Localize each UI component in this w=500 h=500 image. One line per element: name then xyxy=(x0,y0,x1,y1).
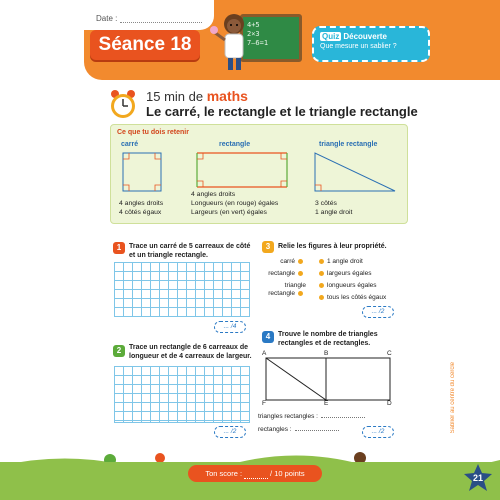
quiz-question: Que mesure un sablier ? xyxy=(320,43,397,50)
summary-box xyxy=(110,124,408,224)
match-dot[interactable] xyxy=(319,283,324,288)
total-score-box[interactable] xyxy=(188,465,322,482)
side-note: Sablier au centre du cercle xyxy=(450,362,456,434)
exercise-3-instructions: Relie les figures à leur propriété. xyxy=(278,243,387,250)
chalkboard-math: 4+5 2×3 7–6=1 xyxy=(247,21,269,47)
match-right-3[interactable]: longueurs égales xyxy=(316,282,416,294)
exercise-1-line-1: Trace un carré de 5 carreaux de côté xyxy=(129,243,251,250)
shapes-figure xyxy=(119,151,409,195)
point-c: C xyxy=(387,350,392,357)
point-d: D xyxy=(387,400,392,407)
exercise-4-line-1: Trouve le nombre de triangles xyxy=(278,331,378,338)
date-dots xyxy=(120,22,202,23)
score-label: Ton score : xyxy=(205,469,243,478)
duration-label xyxy=(146,88,248,104)
match-dot[interactable] xyxy=(319,295,324,300)
square-properties xyxy=(119,199,163,217)
lesson-title: Le carré, le rectangle et le triangle rectangle xyxy=(146,104,418,119)
point-f: F xyxy=(262,400,266,407)
square-prop-1: 4 angles droits xyxy=(119,200,164,207)
match-right-2[interactable]: largeurs égales xyxy=(316,270,416,282)
exercise-4-instructions xyxy=(278,330,378,348)
point-e: E xyxy=(324,400,329,407)
rectangle-properties xyxy=(191,190,278,217)
exercise-2-line-1: Trace un rectangle de 6 carreaux de xyxy=(129,344,249,351)
exercise-1-instructions xyxy=(129,242,250,260)
exercise-4-figure xyxy=(262,350,396,408)
exercise-1-score[interactable]: ... /4 xyxy=(214,321,246,333)
match-dot[interactable] xyxy=(319,259,324,264)
score-total: / 10 points xyxy=(270,469,305,478)
match-dot[interactable] xyxy=(298,271,303,276)
match-left-rectangle[interactable]: rectangle xyxy=(262,270,306,282)
match-dot[interactable] xyxy=(319,271,324,276)
triangle-prop-2: 1 angle droit xyxy=(315,209,353,216)
point-a: A xyxy=(262,350,267,357)
alarm-clock-icon xyxy=(108,88,138,120)
rectangle-prop-1: 4 angles droits xyxy=(191,191,236,198)
match-right-4[interactable]: tous les côtés égaux xyxy=(316,294,416,306)
point-b: B xyxy=(324,350,329,357)
match-dot[interactable] xyxy=(298,259,303,264)
exercise-2-instructions xyxy=(129,343,252,361)
exercise-1-number: 1 xyxy=(113,242,125,254)
score-blank xyxy=(244,470,268,479)
right-triangle-shape xyxy=(315,153,395,191)
exercise-3-number: 3 xyxy=(262,241,274,253)
date-label: Date : xyxy=(96,14,118,23)
match-dot[interactable] xyxy=(298,291,303,296)
exercise-4-score[interactable]: ... /2 xyxy=(362,426,394,438)
match-left-right-triangle[interactable]: triangle rectangle xyxy=(268,282,306,297)
exercise-3-score[interactable]: ... /2 xyxy=(362,306,394,318)
rectangle-heading: rectangle xyxy=(219,141,251,148)
rectangle-prop-2: Longueurs (en rouge) égales xyxy=(191,200,279,207)
rectangle-prop-3: Largeurs (en vert) égales xyxy=(191,209,267,216)
page-number: 21 xyxy=(472,473,483,483)
duration-text: 15 min de xyxy=(146,89,204,104)
quiz-box xyxy=(312,26,430,62)
answer-rectangles[interactable]: rectangles : xyxy=(258,426,339,433)
match-left-square[interactable]: carré xyxy=(262,258,306,270)
summary-heading: Ce que tu dois retenir xyxy=(117,129,189,136)
quiz-title: Découverte xyxy=(343,32,387,41)
exercise-2-number: 2 xyxy=(113,345,125,357)
exercise-2-line-2: longueur et de 4 carreaux de largeur. xyxy=(129,353,252,360)
exercise-3-right-items xyxy=(316,258,416,306)
triangle-prop-1: 3 côtés xyxy=(315,200,337,207)
triangle-properties xyxy=(315,199,352,217)
exercise-3-left-items xyxy=(262,258,306,298)
scientist-kid-illustration xyxy=(208,10,258,74)
square-prop-2: 4 côtés égaux xyxy=(119,209,162,216)
right-triangle-heading: triangle rectangle xyxy=(319,141,378,148)
exercise-1-grid[interactable] xyxy=(114,262,250,317)
date-field[interactable] xyxy=(96,14,202,23)
answer-right-triangles[interactable]: triangles rectangles : xyxy=(258,413,365,420)
match-right-1[interactable]: 1 angle droit xyxy=(316,258,416,270)
exercise-4-line-2: rectangles et de rectangles. xyxy=(278,340,371,347)
square-heading: carré xyxy=(121,141,139,148)
quiz-label: Quiz xyxy=(322,32,340,41)
session-title: Séance 18 xyxy=(90,30,200,60)
exercise-1-line-2: et un triangle rectangle. xyxy=(129,252,208,259)
subject-label: maths xyxy=(206,88,248,104)
exercise-2-score[interactable]: ... /2 xyxy=(214,426,246,438)
exercise-4-number: 4 xyxy=(262,331,274,343)
exercise-2-grid[interactable] xyxy=(114,366,250,423)
